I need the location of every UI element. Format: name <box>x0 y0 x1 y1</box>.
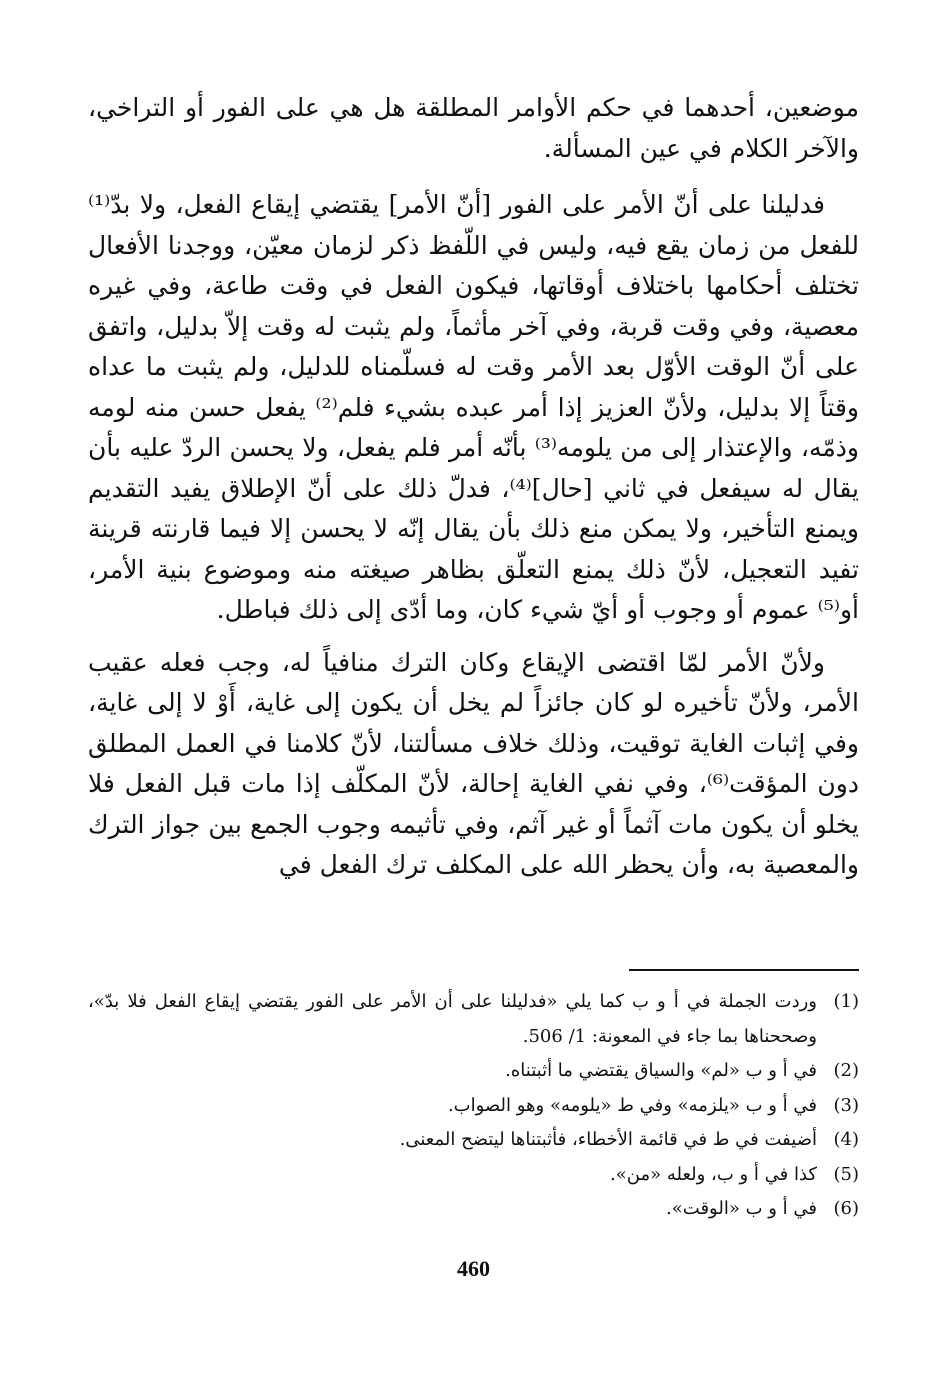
footnote-5 <box>88 1158 859 1193</box>
footnote-text: كذا في أ و ب، ولعله «من». <box>610 1163 817 1185</box>
footnote-text: في أ و ب «لم» والسياق يقتضي ما أثبتناه. <box>505 1060 817 1081</box>
footnote-1 <box>88 985 859 1054</box>
footnote-text: في أ و ب «يلزمه» وفي ط «يلومه» وهو الصواب. <box>447 1094 817 1116</box>
footnote-6 <box>88 1192 859 1227</box>
footnote-text: أضيفت في ط في قائمة الأخطاء، فأثبتناها ليتضح المعنى. <box>399 1129 817 1150</box>
paragraph-3: ولأنّ الأمر لمّا اقتضى الإيقاع وكان الترك منافياً له، وجب فعله عقيب الأمر، ولأنّ تأخيره لو كان جائزاً لم يخل أن يكون إلى غاية، أَوْ لا إلى غاية، وفي إثبات الغاية توقيت، وذلك خلاف مسألتنا، لأنّ كلامنا في العمل المطلق دون المؤقت⁽⁶⁾، وفي نفي الغاية إحالة، لأنّ المكلّف إذا مات قبل الفعل فلا يخلو أن يكون مات آثماً أو غير آثم، وفي تأثيمه وجوب الجمع بين جواز الترك والمعصية به، وأن يحظر الله على المكلف ترك الفعل في <box>88 647 859 879</box>
footnote-4 <box>88 1123 859 1158</box>
footnote-separator <box>629 969 859 971</box>
footnotes <box>88 985 859 1227</box>
footnote-number: (5) <box>833 1163 859 1185</box>
footnote-2 <box>88 1054 859 1089</box>
footnote-number: (3) <box>833 1094 859 1116</box>
footnote-number: (6) <box>833 1198 859 1219</box>
footnote-3 <box>88 1089 859 1124</box>
footnote-number: (2) <box>833 1060 859 1081</box>
main-text <box>88 88 859 898</box>
footnote-number: (4) <box>833 1129 859 1150</box>
page-number: 460 <box>457 1256 490 1281</box>
footnote-text: في أ و ب «الوقت». <box>666 1198 817 1219</box>
footnote-text: وردت الجملة في أ و ب كما يلي «فدليلنا على أن الأمر على الفور يقتضي إيقاع الفعل فلا بدّ»، وصححناها بما جاء في المعونة: 1/ 506. <box>88 991 817 1047</box>
paragraph-1: موضعين، أحدهما في حكم الأوامر المطلقة هل هي على الفور أو التراخي، والآخر الكلام في عين المسألة. <box>88 93 859 163</box>
paragraph-2: فدليلنا على أنّ الأمر على الفور [أنّ الأمر] يقتضي إيقاع الفعل، ولا بدّ⁽¹⁾ للفعل من زمان يقع فيه، وليس في اللّفظ ذكر لزمان معيّن، ووجدنا الأفعال تختلف أحكامها باختلاف أوقاتها، فيكون الفعل في وقت طاعة، وفي غيره معصية، وفي وقت قربة، وفي آخر مأثماً، ولم يثبت له وقت إلاّ بدليل، واتفق على أنّ الوقت الأوّل بعد الأمر وقت له فسلّمناه للدليل، ولم يثبت ما عداه وقتاً إلا بدليل، ولأنّ العزيز إذا أمر عبده بشيء فلم⁽²⁾ يفعل حسن منه لومه وذمّه، والإعتذار إلى من يلومه⁽³⁾ بأنّه أمر فلم يفعل، ولا يحسن الردّ عليه بأن يقال له سيفعل في ثاني [حال]⁽⁴⁾، فدلّ ذلك على أنّ الإطلاق يفيد التقديم ويمنع التأخير، ولا يمكن منع ذلك بأن يقال إنّه لا يحسن إلا فيما قارنته قرينة تفيد التعجيل، لأنّ ذلك يمنع التعلّق بظاهر صيغته منه وموضوع بنية الأمر، أو⁽⁵⁾ عموم أو وجوب أو أيّ شيء كان، وما أدّى إلى ذلك فباطل. <box>88 190 860 624</box>
footnote-number: (1) <box>833 991 859 1012</box>
